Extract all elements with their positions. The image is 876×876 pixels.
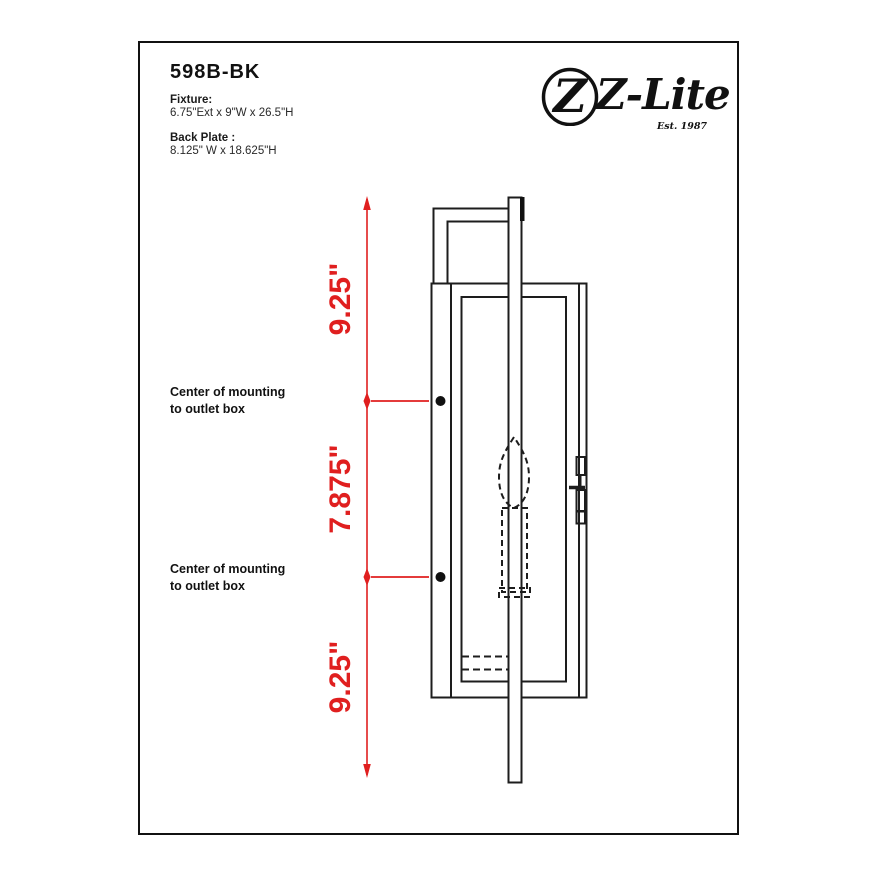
logo-established-text: Est. 1987 bbox=[657, 121, 708, 132]
arrow-down-icon bbox=[363, 764, 371, 778]
mounting-arm-inner bbox=[448, 222, 510, 285]
pole-top-tab bbox=[520, 197, 525, 221]
logo-emblem-letter: Z bbox=[553, 69, 587, 123]
fixture-dimensions: 6.75"Ext x 9"W x 26.5"H bbox=[170, 107, 294, 119]
dimension-lines bbox=[324, 196, 429, 778]
dimension-top: 9.25" bbox=[324, 262, 357, 336]
arrow-up-icon bbox=[363, 196, 371, 210]
door-latch bbox=[569, 457, 585, 524]
dim-tick-top bbox=[364, 392, 371, 410]
dimension-middle: 7.875" bbox=[324, 444, 357, 534]
mount-label-top-line1: Center of mounting bbox=[170, 385, 286, 399]
dim-tick-bottom bbox=[364, 568, 371, 586]
dimension-bottom: 9.25" bbox=[324, 640, 357, 714]
backplate-outline bbox=[432, 284, 452, 698]
support-pole bbox=[509, 197, 525, 783]
mount-label-bottom-line1: Center of mounting bbox=[170, 562, 286, 576]
mounting-dot-top bbox=[436, 396, 446, 406]
backplate-label: Back Plate : bbox=[170, 132, 236, 144]
logo-brand-text: Z-Lite bbox=[596, 70, 730, 119]
hidden-ledge-lines bbox=[462, 657, 508, 670]
mounting-dot-bottom bbox=[436, 572, 446, 582]
backplate-dimensions: 8.125" W x 18.625"H bbox=[170, 145, 277, 157]
mount-label-top-line2: to outlet box bbox=[170, 402, 245, 416]
mounting-arm-outer bbox=[434, 209, 510, 285]
model-number: 598B-BK bbox=[170, 61, 261, 83]
fixture-label: Fixture: bbox=[170, 94, 213, 106]
mount-label-bottom-line2: to outlet box bbox=[170, 579, 245, 593]
